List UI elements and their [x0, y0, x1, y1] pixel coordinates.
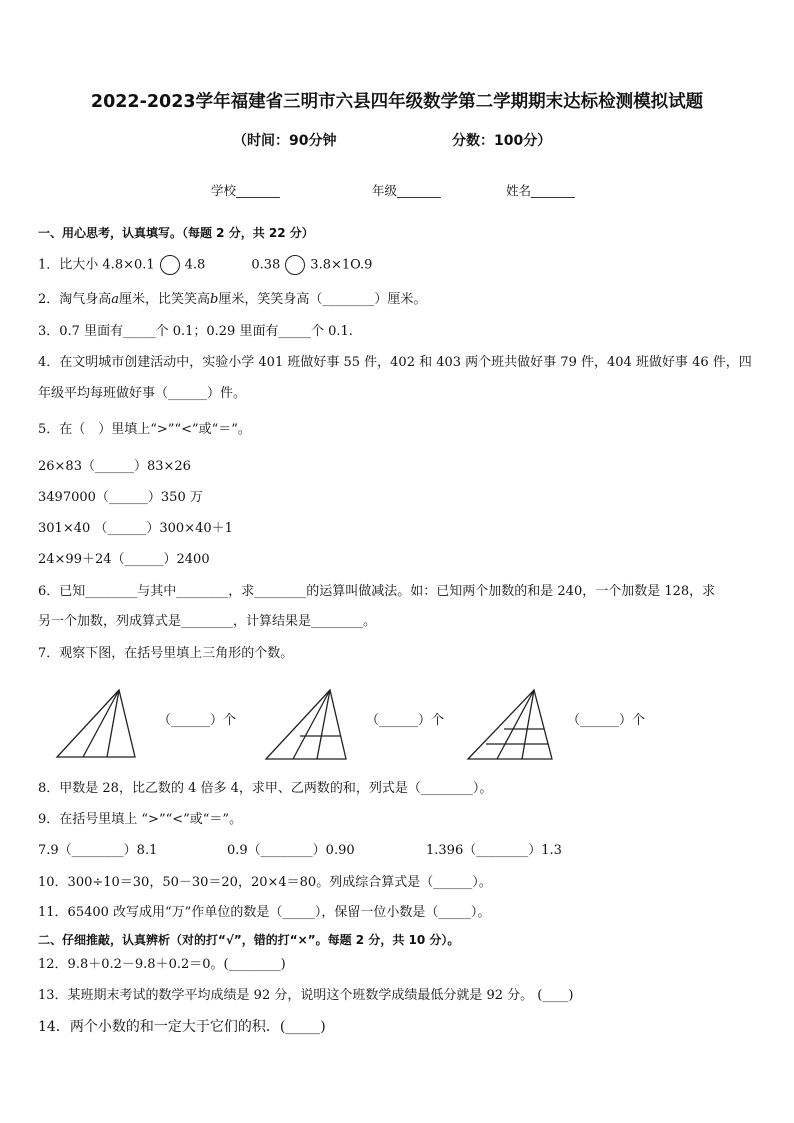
q9-item-3: 1.396（________）1.3	[426, 843, 562, 858]
triangle-figure-3	[466, 688, 554, 762]
q5-item-2: 3497000（______）350 万	[38, 490, 203, 505]
grade-field[interactable]: 年级_______	[372, 183, 441, 198]
section-1-heading: 一、用心思考，认真填写。（每题 2 分，共 22 分）	[38, 226, 314, 240]
compare-circle-2[interactable]	[285, 255, 305, 275]
page-title: 2022-2023学年福建省三明市六县四年级数学第二学期期末达标检测模拟试题	[90, 92, 704, 112]
question-8: 8．甲数是 28，比乙数的 4 倍多 4，求甲、乙两数的和，列式是（________）。	[38, 781, 493, 796]
exam-time: （时间：90分钟	[233, 133, 337, 149]
triangle-figure-2	[264, 688, 348, 762]
question-12: 12．9.8＋0.2－9.8＋0.2＝0。(________)	[38, 957, 286, 972]
question-5: 5．在（ ）里填上“>”“<”或“＝”。	[38, 422, 251, 437]
q7-answer-2[interactable]: （______）个	[366, 713, 445, 728]
question-3: 3．0.7 里面有_____个 0.1；0.29 里面有_____个 0.1.	[38, 324, 353, 339]
question-6-line-2: 另一个加数，列成算式是________，计算结果是________。	[38, 614, 377, 629]
q5-item-3: 301×40 （______）300×40＋1	[38, 521, 233, 536]
q5-item-4: 24×99＋24（______）2400	[38, 552, 210, 567]
q7-answer-1[interactable]: （______）个	[158, 713, 237, 728]
section-2-heading: 二、仔细推敲，认真辨析（对的打“√”，错的打“×”。每题 2 分，共 10 分）。	[38, 933, 460, 947]
q5-item-1: 26×83（______）83×26	[38, 459, 191, 474]
q1-number: 1．	[38, 257, 60, 273]
q9-item-2: 0.9（________）0.90	[227, 843, 355, 858]
question-13: 13．某班期末考试的数学平均成绩是 92 分，说明这个班数学成绩最低分就是 92 分。 (____)	[38, 988, 574, 1003]
question-10: 10．300÷10＝30，50－30＝20，20×4＝80。列成综合算式是（______）。	[38, 875, 492, 890]
name-field[interactable]: 姓名_______	[506, 183, 575, 198]
question-4-line-1: 4．在文明城市创建活动中，实验小学 401 班做好事 55 件，402 和 403 两个班共做好事 79 件，404 班做好事 46 件，四	[38, 355, 752, 370]
question-6-line-1: 6．已知________与其中________，求________的运算叫做减法。如：已知两个加数的和是 240，一个加数是 128，求	[38, 584, 716, 599]
triangle-figure-1	[55, 688, 137, 760]
q7-answer-3[interactable]: （______）个	[567, 713, 646, 728]
question-2: 2．淘气身高𝑎厘米，比笑笑高𝑏厘米，笑笑身高（________）厘米。	[38, 292, 427, 307]
question-7: 7．观察下图，在括号里填上三角形的个数。	[38, 646, 294, 661]
question-14: 14．两个小数的和一定大于它们的积．(_____)	[38, 1019, 326, 1035]
q1-expr-right: 4.8	[184, 257, 206, 273]
question-4-line-2: 年级平均每班做好事（______）件。	[38, 386, 247, 401]
question-9: 9．在括号里填上 “>”“<”或“＝”。	[38, 812, 243, 827]
question-1	[38, 255, 372, 275]
exam-score: 分数：100分）	[452, 133, 552, 149]
school-field[interactable]: 学校_______	[211, 183, 280, 198]
q9-item-1: 7.9（________）8.1	[38, 843, 158, 858]
compare-circle-1[interactable]	[160, 255, 180, 275]
question-11: 11．65400 改写成用“万”作单位的数是（_____），保留一位小数是（_____）。	[38, 905, 491, 920]
q1-expr2-left: 0.38	[251, 257, 281, 273]
q1-expr-left: 比大小 4.8×0.1	[59, 257, 155, 273]
q1-expr2-right: 3.8×1O.9	[310, 257, 373, 273]
